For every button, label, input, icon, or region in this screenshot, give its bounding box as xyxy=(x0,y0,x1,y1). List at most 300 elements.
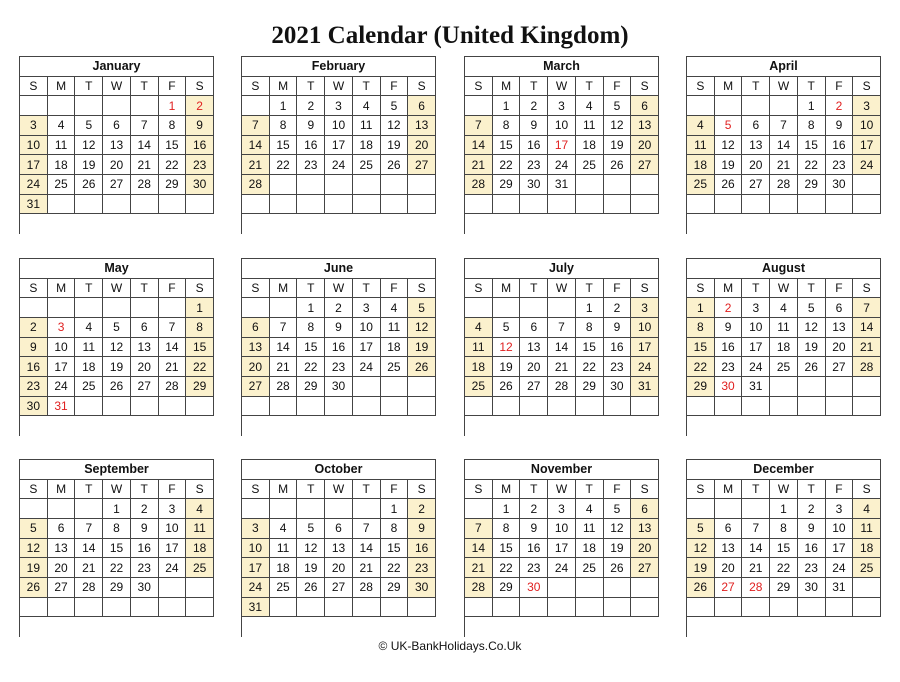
day-cell: 27 xyxy=(631,558,659,578)
day-cell: 24 xyxy=(548,558,576,578)
empty-cell xyxy=(325,397,353,417)
day-cell: 19 xyxy=(604,136,632,156)
day-cell: 9 xyxy=(20,338,48,358)
weekday-header: F xyxy=(826,480,854,500)
day-cell: 14 xyxy=(853,318,881,338)
weekday-header: S xyxy=(408,77,436,97)
day-cell: 12 xyxy=(103,338,131,358)
empty-cell xyxy=(353,175,381,195)
empty-cell xyxy=(103,397,131,417)
day-cell: 14 xyxy=(548,338,576,358)
month-name: September xyxy=(20,460,214,480)
page-title: 2021 Calendar (United Kingdom) xyxy=(271,22,629,49)
empty-cell xyxy=(520,397,548,417)
day-cell: 12 xyxy=(604,116,632,136)
day-cell: 27 xyxy=(103,175,131,195)
day-cell: 7 xyxy=(770,116,798,136)
weekday-header: S xyxy=(186,77,214,97)
day-cell: 26 xyxy=(20,578,48,598)
day-cell: 18 xyxy=(75,357,103,377)
weekday-header: T xyxy=(297,279,325,299)
empty-cell xyxy=(20,96,48,116)
day-cell: 12 xyxy=(604,519,632,539)
day-cell: 26 xyxy=(604,558,632,578)
day-cell: 17 xyxy=(48,357,76,377)
day-cell: 15 xyxy=(687,338,715,358)
weekday-header: S xyxy=(20,279,48,299)
day-cell: 5 xyxy=(604,96,632,116)
empty-cell xyxy=(687,195,715,215)
empty-cell xyxy=(48,598,76,618)
day-cell: 11 xyxy=(576,519,604,539)
empty-cell xyxy=(325,598,353,618)
empty-cell xyxy=(48,499,76,519)
empty-cell xyxy=(548,578,576,598)
day-cell: 27 xyxy=(826,357,854,377)
weekday-header: F xyxy=(604,480,632,500)
day-cell: 9 xyxy=(408,519,436,539)
day-cell: 30 xyxy=(604,377,632,397)
weekday-header: S xyxy=(465,480,493,500)
day-cell: 14 xyxy=(75,539,103,559)
day-cell: 27 xyxy=(715,578,743,598)
day-cell: 20 xyxy=(48,558,76,578)
empty-cell xyxy=(186,195,214,215)
empty-cell xyxy=(270,298,298,318)
empty-cell xyxy=(20,298,48,318)
day-cell: 11 xyxy=(770,318,798,338)
day-cell: 6 xyxy=(715,519,743,539)
weekday-header: F xyxy=(381,77,409,97)
empty-cell xyxy=(548,598,576,618)
weekday-header: F xyxy=(604,77,632,97)
day-cell: 29 xyxy=(103,578,131,598)
day-cell: 16 xyxy=(186,136,214,156)
day-cell: 18 xyxy=(853,539,881,559)
weekday-header: W xyxy=(548,279,576,299)
day-cell: 2 xyxy=(408,499,436,519)
weekday-header: S xyxy=(242,480,270,500)
weekday-header: W xyxy=(325,480,353,500)
day-cell: 30 xyxy=(520,578,548,598)
weekday-header: W xyxy=(548,77,576,97)
empty-cell xyxy=(631,175,659,195)
day-cell: 13 xyxy=(742,136,770,156)
day-cell: 25 xyxy=(853,558,881,578)
day-cell: 21 xyxy=(465,558,493,578)
day-cell: 1 xyxy=(186,298,214,318)
weekday-header: W xyxy=(103,77,131,97)
day-cell: 8 xyxy=(103,519,131,539)
day-cell: 19 xyxy=(408,338,436,358)
empty-cell xyxy=(103,298,131,318)
empty-cell xyxy=(631,195,659,215)
day-cell: 30 xyxy=(20,397,48,417)
day-cell: 22 xyxy=(687,357,715,377)
day-cell: 3 xyxy=(548,499,576,519)
empty-cell xyxy=(103,195,131,215)
day-cell: 29 xyxy=(186,377,214,397)
day-cell: 22 xyxy=(493,155,521,175)
day-cell: 17 xyxy=(826,539,854,559)
day-cell: 12 xyxy=(798,318,826,338)
day-cell: 13 xyxy=(408,116,436,136)
empty-cell xyxy=(493,298,521,318)
day-cell: 18 xyxy=(381,338,409,358)
day-cell: 26 xyxy=(798,357,826,377)
empty-cell xyxy=(131,96,159,116)
day-cell: 18 xyxy=(48,155,76,175)
day-cell: 15 xyxy=(493,136,521,156)
weekday-header: W xyxy=(103,279,131,299)
day-cell: 25 xyxy=(687,175,715,195)
day-cell: 5 xyxy=(103,318,131,338)
weekday-header: T xyxy=(742,480,770,500)
empty-cell xyxy=(381,377,409,397)
day-cell: 15 xyxy=(770,539,798,559)
day-cell: 21 xyxy=(742,558,770,578)
day-cell: 11 xyxy=(48,136,76,156)
empty-cell xyxy=(576,195,604,215)
day-cell: 10 xyxy=(742,318,770,338)
day-cell: 27 xyxy=(520,377,548,397)
empty-cell xyxy=(325,499,353,519)
empty-cell xyxy=(48,298,76,318)
day-cell: 7 xyxy=(742,519,770,539)
day-cell: 2 xyxy=(604,298,632,318)
day-cell: 11 xyxy=(186,519,214,539)
day-cell: 21 xyxy=(770,155,798,175)
empty-cell xyxy=(493,195,521,215)
day-cell: 15 xyxy=(297,338,325,358)
day-cell: 25 xyxy=(576,155,604,175)
day-cell: 7 xyxy=(131,116,159,136)
weekday-header: F xyxy=(826,279,854,299)
day-cell: 2 xyxy=(20,318,48,338)
day-cell: 16 xyxy=(325,338,353,358)
day-cell: 6 xyxy=(242,318,270,338)
day-cell: 18 xyxy=(687,155,715,175)
day-cell: 16 xyxy=(715,338,743,358)
empty-cell xyxy=(381,195,409,215)
day-cell: 2 xyxy=(186,96,214,116)
day-cell: 21 xyxy=(548,357,576,377)
day-cell: 19 xyxy=(297,558,325,578)
day-cell: 7 xyxy=(159,318,187,338)
day-cell: 13 xyxy=(48,539,76,559)
empty-cell xyxy=(715,598,743,618)
day-cell: 16 xyxy=(20,357,48,377)
day-cell: 15 xyxy=(159,136,187,156)
footer-credit: © UK-BankHolidays.Co.Uk xyxy=(378,639,522,653)
day-cell: 30 xyxy=(520,175,548,195)
day-cell: 19 xyxy=(798,338,826,358)
month-may xyxy=(19,258,214,436)
month-november xyxy=(464,459,659,637)
day-cell: 24 xyxy=(631,357,659,377)
day-cell: 23 xyxy=(826,155,854,175)
empty-cell xyxy=(48,96,76,116)
month-name: August xyxy=(687,259,881,279)
empty-cell xyxy=(297,195,325,215)
day-cell: 14 xyxy=(242,136,270,156)
day-cell: 12 xyxy=(493,338,521,358)
day-cell: 26 xyxy=(715,175,743,195)
weekday-header: T xyxy=(131,77,159,97)
weekday-header: W xyxy=(103,480,131,500)
day-cell: 5 xyxy=(604,499,632,519)
empty-cell xyxy=(853,598,881,618)
weekday-header: S xyxy=(687,480,715,500)
empty-cell xyxy=(548,195,576,215)
day-cell: 16 xyxy=(826,136,854,156)
weekday-header: S xyxy=(20,480,48,500)
day-cell: 3 xyxy=(742,298,770,318)
empty-cell xyxy=(242,195,270,215)
empty-cell xyxy=(159,195,187,215)
day-cell: 23 xyxy=(408,558,436,578)
day-cell: 18 xyxy=(353,136,381,156)
empty-cell xyxy=(770,397,798,417)
day-cell: 15 xyxy=(798,136,826,156)
day-cell: 7 xyxy=(353,519,381,539)
weekday-header: S xyxy=(631,77,659,97)
day-cell: 8 xyxy=(270,116,298,136)
weekday-header: S xyxy=(631,279,659,299)
day-cell: 4 xyxy=(381,298,409,318)
empty-cell xyxy=(631,397,659,417)
empty-cell xyxy=(159,578,187,598)
day-cell: 16 xyxy=(131,539,159,559)
day-cell: 16 xyxy=(520,539,548,559)
month-name: October xyxy=(242,460,436,480)
day-cell: 24 xyxy=(353,357,381,377)
weekday-header: S xyxy=(687,77,715,97)
day-cell: 4 xyxy=(576,96,604,116)
day-cell: 13 xyxy=(826,318,854,338)
day-cell: 20 xyxy=(742,155,770,175)
month-name: June xyxy=(242,259,436,279)
day-cell: 21 xyxy=(270,357,298,377)
month-september xyxy=(19,459,214,637)
empty-cell xyxy=(270,499,298,519)
day-cell: 2 xyxy=(826,96,854,116)
day-cell: 31 xyxy=(742,377,770,397)
day-cell: 13 xyxy=(131,338,159,358)
day-cell: 1 xyxy=(770,499,798,519)
weekday-header: M xyxy=(493,480,521,500)
day-cell: 20 xyxy=(520,357,548,377)
day-cell: 19 xyxy=(687,558,715,578)
weekday-header: S xyxy=(853,279,881,299)
day-cell: 23 xyxy=(715,357,743,377)
day-cell: 27 xyxy=(48,578,76,598)
day-cell: 21 xyxy=(853,338,881,358)
day-cell: 2 xyxy=(798,499,826,519)
day-cell: 10 xyxy=(325,116,353,136)
weekday-header: W xyxy=(325,279,353,299)
day-cell: 26 xyxy=(381,155,409,175)
day-cell: 9 xyxy=(715,318,743,338)
empty-cell xyxy=(297,499,325,519)
day-cell: 8 xyxy=(186,318,214,338)
day-cell: 28 xyxy=(742,578,770,598)
empty-cell xyxy=(159,298,187,318)
weekday-header: T xyxy=(75,279,103,299)
weekday-header: M xyxy=(715,480,743,500)
month-october xyxy=(241,459,436,637)
day-cell: 5 xyxy=(381,96,409,116)
day-cell: 23 xyxy=(297,155,325,175)
day-cell: 9 xyxy=(131,519,159,539)
day-cell: 24 xyxy=(48,377,76,397)
day-cell: 24 xyxy=(826,558,854,578)
day-cell: 22 xyxy=(798,155,826,175)
day-cell: 10 xyxy=(548,519,576,539)
day-cell: 10 xyxy=(20,136,48,156)
day-cell: 4 xyxy=(270,519,298,539)
weekday-header: S xyxy=(242,77,270,97)
day-cell: 4 xyxy=(770,298,798,318)
day-cell: 5 xyxy=(297,519,325,539)
day-cell: 28 xyxy=(770,175,798,195)
empty-cell xyxy=(48,195,76,215)
empty-cell xyxy=(297,175,325,195)
empty-cell xyxy=(798,195,826,215)
day-cell: 11 xyxy=(270,539,298,559)
day-cell: 22 xyxy=(186,357,214,377)
day-cell: 6 xyxy=(325,519,353,539)
day-cell: 14 xyxy=(465,136,493,156)
day-cell: 1 xyxy=(493,499,521,519)
weekday-header: T xyxy=(576,279,604,299)
empty-cell xyxy=(20,598,48,618)
day-cell: 27 xyxy=(325,578,353,598)
day-cell: 20 xyxy=(131,357,159,377)
day-cell: 13 xyxy=(242,338,270,358)
month-name: January xyxy=(20,57,214,77)
empty-cell xyxy=(465,298,493,318)
day-cell: 16 xyxy=(297,136,325,156)
weekday-header: T xyxy=(353,77,381,97)
empty-cell xyxy=(131,195,159,215)
day-cell: 2 xyxy=(131,499,159,519)
day-cell: 1 xyxy=(297,298,325,318)
month-december xyxy=(686,459,881,637)
day-cell: 28 xyxy=(465,175,493,195)
day-cell: 17 xyxy=(742,338,770,358)
day-cell: 8 xyxy=(576,318,604,338)
day-cell: 22 xyxy=(576,357,604,377)
month-february xyxy=(241,56,436,234)
weekday-header: T xyxy=(576,480,604,500)
empty-cell xyxy=(75,499,103,519)
day-cell: 28 xyxy=(159,377,187,397)
day-cell: 23 xyxy=(186,155,214,175)
day-cell: 12 xyxy=(381,116,409,136)
day-cell: 7 xyxy=(465,116,493,136)
day-cell: 26 xyxy=(493,377,521,397)
weekday-header: M xyxy=(493,279,521,299)
empty-cell xyxy=(715,499,743,519)
empty-cell xyxy=(353,377,381,397)
day-cell: 6 xyxy=(103,116,131,136)
weekday-header: F xyxy=(604,279,632,299)
month-name: February xyxy=(242,57,436,77)
month-march xyxy=(464,56,659,234)
day-cell: 2 xyxy=(520,96,548,116)
day-cell: 22 xyxy=(270,155,298,175)
empty-cell xyxy=(798,598,826,618)
day-cell: 6 xyxy=(742,116,770,136)
day-cell: 25 xyxy=(270,578,298,598)
empty-cell xyxy=(353,397,381,417)
day-cell: 7 xyxy=(853,298,881,318)
day-cell: 5 xyxy=(715,116,743,136)
day-cell: 24 xyxy=(159,558,187,578)
month-april xyxy=(686,56,881,234)
day-cell: 9 xyxy=(520,519,548,539)
day-cell: 9 xyxy=(826,116,854,136)
day-cell: 30 xyxy=(131,578,159,598)
day-cell: 17 xyxy=(20,155,48,175)
day-cell: 28 xyxy=(75,578,103,598)
empty-cell xyxy=(408,377,436,397)
day-cell: 20 xyxy=(631,539,659,559)
day-cell: 21 xyxy=(159,357,187,377)
weekday-header: T xyxy=(353,480,381,500)
empty-cell xyxy=(798,377,826,397)
day-cell: 16 xyxy=(798,539,826,559)
day-cell: 12 xyxy=(75,136,103,156)
empty-cell xyxy=(576,397,604,417)
day-cell: 20 xyxy=(103,155,131,175)
day-cell: 19 xyxy=(75,155,103,175)
day-cell: 31 xyxy=(826,578,854,598)
day-cell: 25 xyxy=(465,377,493,397)
day-cell: 4 xyxy=(353,96,381,116)
empty-cell xyxy=(493,397,521,417)
weekday-header: W xyxy=(770,77,798,97)
day-cell: 8 xyxy=(798,116,826,136)
empty-cell xyxy=(186,598,214,618)
empty-cell xyxy=(742,96,770,116)
day-cell: 22 xyxy=(159,155,187,175)
weekday-header: T xyxy=(297,480,325,500)
day-cell: 14 xyxy=(742,539,770,559)
empty-cell xyxy=(853,175,881,195)
empty-cell xyxy=(408,397,436,417)
day-cell: 26 xyxy=(75,175,103,195)
day-cell: 4 xyxy=(576,499,604,519)
day-cell: 28 xyxy=(853,357,881,377)
empty-cell xyxy=(742,499,770,519)
empty-cell xyxy=(131,397,159,417)
day-cell: 23 xyxy=(520,558,548,578)
day-cell: 23 xyxy=(604,357,632,377)
day-cell: 10 xyxy=(631,318,659,338)
day-cell: 11 xyxy=(465,338,493,358)
day-cell: 8 xyxy=(687,318,715,338)
day-cell: 4 xyxy=(853,499,881,519)
month-june xyxy=(241,258,436,436)
empty-cell xyxy=(325,195,353,215)
weekday-header: S xyxy=(465,77,493,97)
day-cell: 8 xyxy=(493,116,521,136)
empty-cell xyxy=(297,397,325,417)
weekday-header: T xyxy=(131,279,159,299)
day-cell: 10 xyxy=(159,519,187,539)
